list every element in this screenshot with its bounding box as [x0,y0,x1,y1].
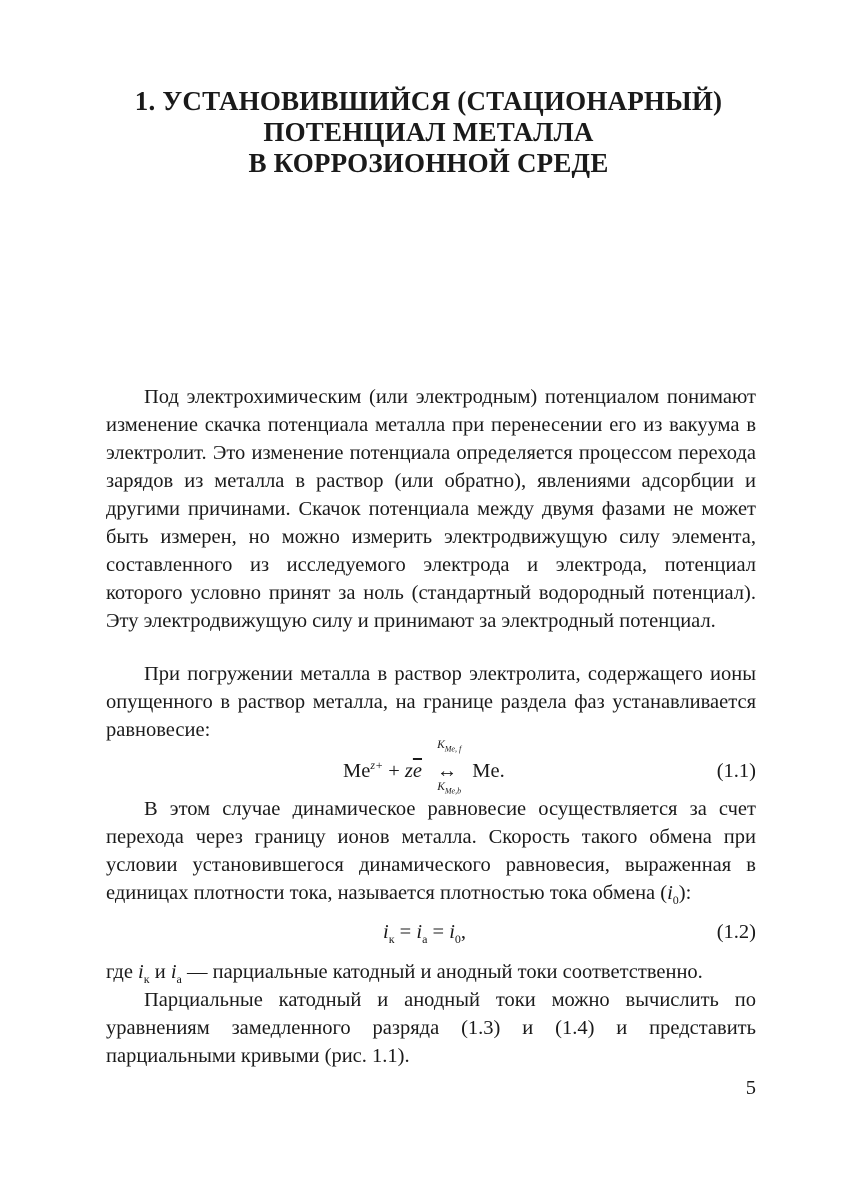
eq1-z: z [404,760,413,782]
eq1-product: Me. [467,760,505,782]
double-arrow-icon: ↔ [436,760,458,782]
eq1-plus: + [383,760,405,782]
eq1-electron: $\overline{e}$ [412,760,423,782]
page-number: 5 [745,1077,756,1099]
paragraph-exchange-current: В этом случае динамическое равновесие осуществляется за счет перехода через границу ионов металла. Скорость такого обмена при условии установившегося динамического равновесия, выраженная в единицах плотности тока, называется плотностью тока обмена $(i_0)$: [106,798,756,908]
chapter-title [0,86,857,179]
paragraph-electrode-potential: Под электрохимическим (или электродным) потенциалом понимают изменение скачка потенциала металла при перенесении его из вакуума в электролит. Это изменение потенциала определяется процессом перехода зарядов из металла в раствор (или обратно), явлениями адсорбции и другими причинами. Скачок потенциала между двумя фазами не может быть измерен, но можно измерить электродвижущую силу элемента, составленного из исследуемого электрода и электрода, потенциал которого условно принят за ноль (стандартный водородный потенциал). Эту электродвижущую силу и принимают за электродный потенциал. [106,386,756,632]
chapter-title-line-3: В КОРРОЗИОННОЙ СРЕДЕ [248,148,609,178]
eq1-rate-arrow [427,739,467,796]
paragraph-equilibrium: При погружении металла в раствор электролита, содержащего ионы опущенного в раствор металла, на границе раздела фаз устанавливается равновесие: [106,663,756,741]
eq1-metal-ion: Me [343,760,371,782]
equation-1-2-number: (1.2) [716,921,756,943]
eq1-forward-constant: $K_{Me, f}$ [437,739,462,754]
equation-1-2: $i_к = i_а = i_0$, [383,921,467,947]
chapter-title-line-1: 1. УСТАНОВИВШИЙСЯ (СТАЦИОНАРНЫЙ) [134,86,723,116]
equation-1-1 [343,739,505,796]
equation-1-1-number: (1.1) [716,760,756,782]
eq1-charge: z+ [370,758,384,773]
paragraph-partial-currents: Парциальные катодный и анодный токи можно вычислить по уравнениям замедленного разряда (1.3) и (1.4) и представить парциальными кривыми (рис. 1.1). [106,989,756,1067]
eq1-backward-constant: $K_{Me,b}$ [437,781,462,796]
chapter-title-line-2: ПОТЕНЦИАЛ МЕТАЛЛА [263,117,594,147]
paragraph-where: где $i_к$ и $i_а$ — парциальные катодный и анодный токи соответственно. [106,961,703,987]
